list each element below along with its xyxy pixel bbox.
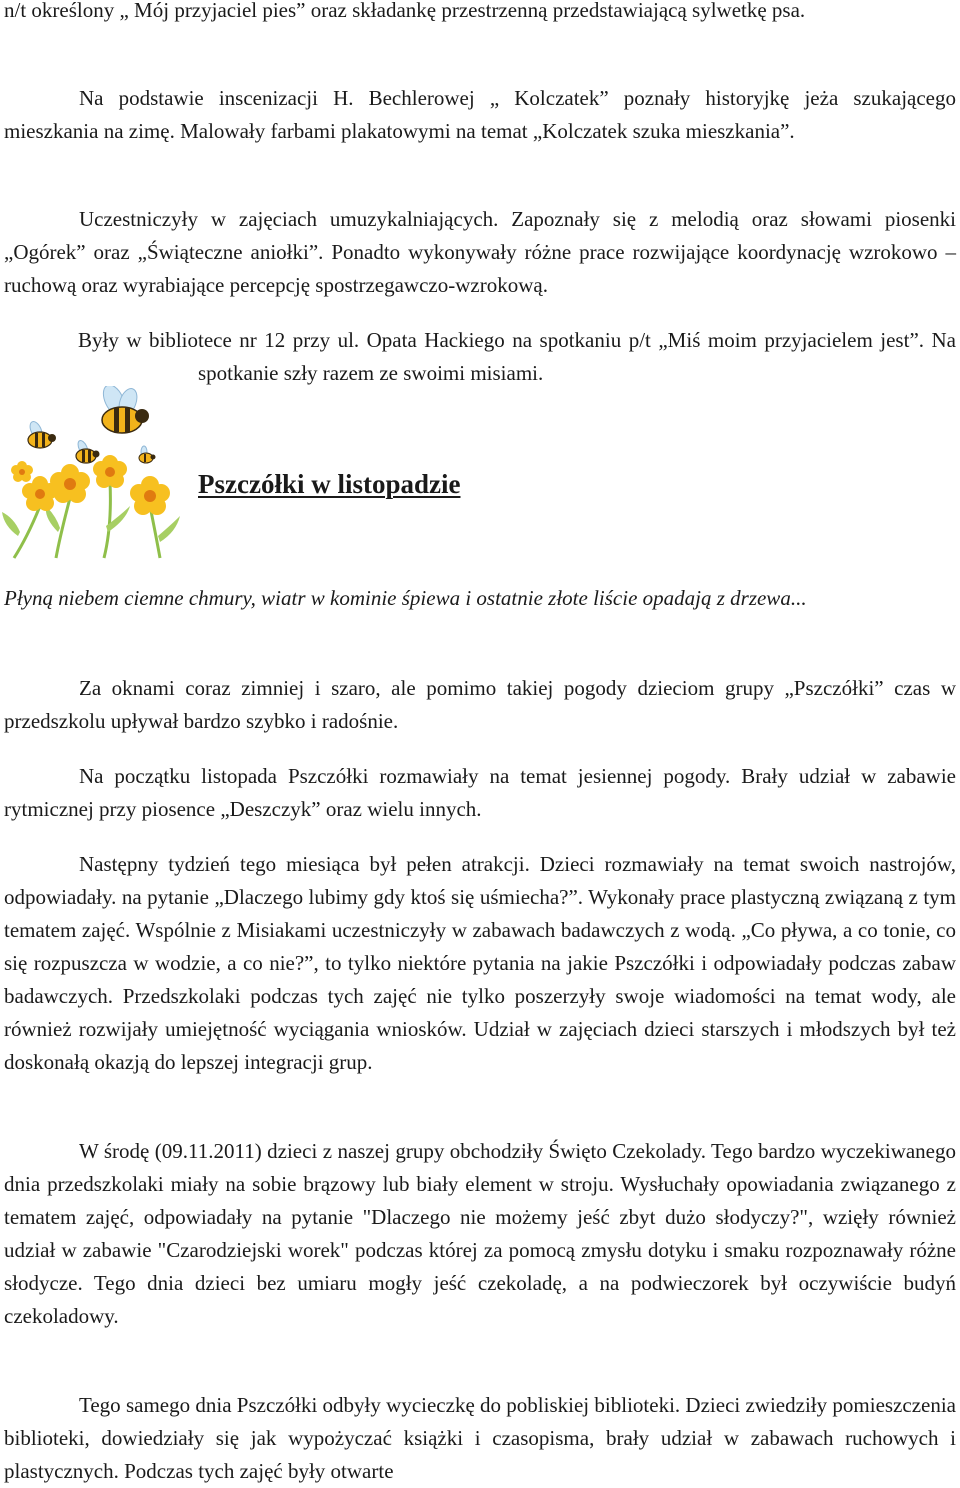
paragraph-library-trip: Tego samego dnia Pszczółki odbyły wycieczkę do pobliskiej biblioteki. Dzieci zwiedziły pomieszczenia biblioteki, dowiedziały się jak wypożyczać książki i czasopisma, brały udział w zabawach ruchowych i plastycznych. Podczas tych zajęć były otwarte [4,1393,956,1483]
paragraph-next-week: Następny tydzień tego miesiąca był pełen atrakcji. Dzieci rozmawiały na temat swoich nastrojów, odpowiadały. na pytanie „Dlaczego lubimy gdy ktoś się uśmiecha?”. Wykonały prace plastyczną związaną z tym tematem zajęć. Wspólnie z Misiakami uczestniczyły w zabawach badawczych z wodą. „Co pływa, a co tonie, co się rozpuszcza w wodzie, a co nie?”, to tylko niektóre pytania na jakie Pszczółki i odpowiadały podczas zabaw badawczych. Przedszkolaki podczas tych zajęć nie tylko poszerzyły swoje wiadomości na temat wody, ale również rozwijały umiejętność wyciągania wniosków. Udział w zajęciach dzieci starszych i młodszych był też doskonałą okazją do lepszej integracji grup. [4,852,956,1074]
paragraph-hedgehog: Na podstawie inscenizacji H. Bechlerowej „ Kolczatek” poznały historyjkę jeża szukającego mieszkania na zimę. Malowały farbami plakatowymi na temat „Kolczatek szuka mieszkania”. [4,86,956,143]
bee-icon [99,386,149,433]
bee-icon [139,446,156,463]
section-title: Pszczółki w listopadzie [198,469,461,499]
bee-icon [28,420,56,448]
paragraph-music-classes: Uczestniczyły w zajęciach umuzykalniających. Zapoznały się z melodią oraz słowami piosenki „Ogórek” oraz „Świąteczne aniołki”. Ponadto wykonywały różne prace rozwijające koordynację wzrokowo –ruchową oraz wyrabiające percepcję spostrzegawczo-wzrokową. [4,207,956,297]
flower-icon [11,455,170,515]
bee-icon [76,439,100,463]
paragraph-library-visit: Były w bibliotece nr 12 przy ul. Opata Hackiego na spotkaniu p/t „Miś moim przyjacielem jest”. Na spotkanie szły razem ze swoimi misiami. [78,328,956,385]
paragraph-weather-intro: Za oknami coraz zimniej i szaro, ale pomimo takiej pogody dzieciom grupy „Pszczółki” czas w przedszkolu upływał bardzo szybko i radośnie. [4,676,956,733]
bees-flowers-illustration [0,386,190,564]
paragraph-november-start: Na początku listopada Pszczółki rozmawiały na temat jesiennej pogody. Brały udział w zabawie rytmicznej przy piosence „Deszczyk” oraz wielu innych. [4,764,956,821]
paragraph-chocolate-day: W środę (09.11.2011) dzieci z naszej grupy obchodziły Święto Czekolady. Tego bardzo wyczekiwanego dnia przedszkolaki miały na sobie brązowy lub biały element w stroju. Wysłuchały opowiadania związanego z tematem zajęć, odpowiadały na pytanie "Dlaczego nie możemy jeść zbyt dużo słodyczy?", wzięły również udział w zabawie "Czarodziejski worek" podczas której za pomocą zmysłu dotyku i smaku rozpoznawały różne słodycze. Tego dnia dzieci bez umiaru mogły jeść czekoladę, a na podwieczorek był oczywiście budyń czekoladowy. [4,1139,956,1328]
paragraph-dog-activity: n/t określony „ Mój przyjaciel pies” oraz składankę przestrzenną przedstawiającą sylwetkę psa. [4,0,806,22]
intro-italic: Płyną niebem ciemne chmury, wiatr w kominie śpiewa i ostatnie złote liście opadają z drzewa... [4,586,807,610]
